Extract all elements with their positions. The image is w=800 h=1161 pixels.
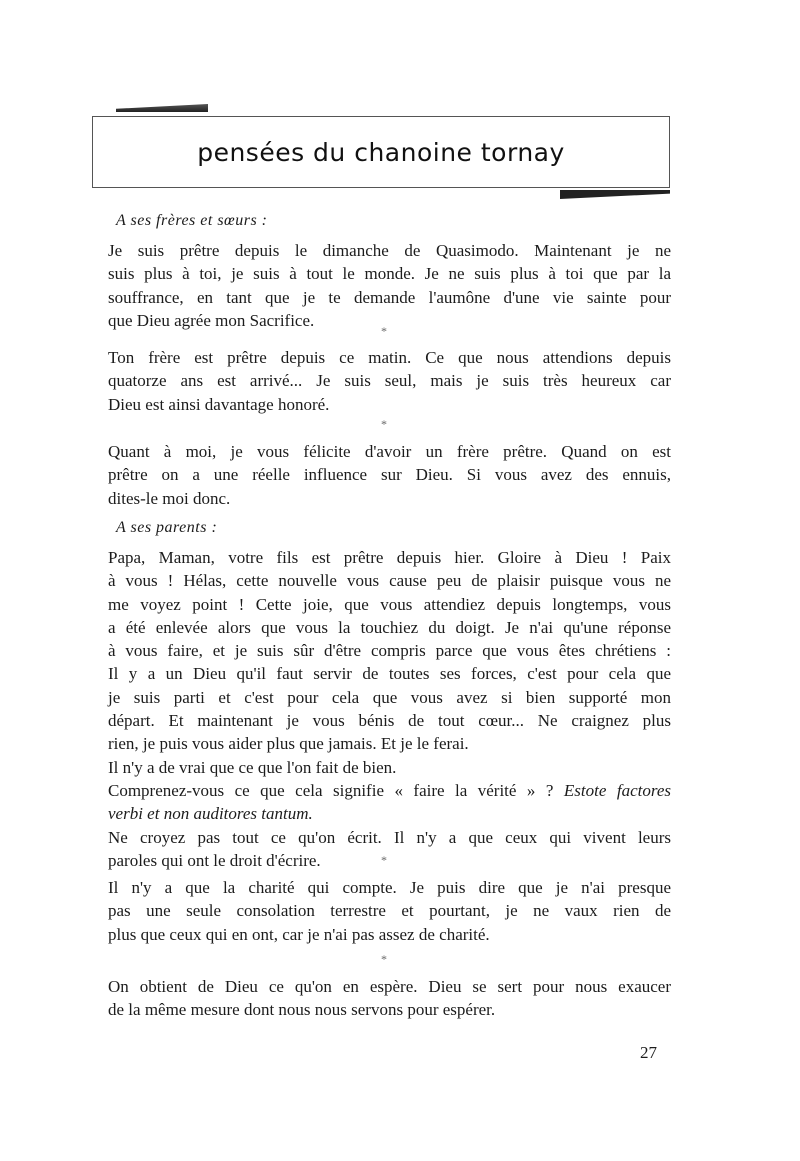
text-line: On obtient de Dieu ce qu'on en espère. Dieu se sert pour nous exaucer <box>108 977 671 996</box>
text-line: Ton frère est prêtre depuis ce matin. Ce que nous attendions depuis <box>108 348 671 367</box>
text-line: Il n'y a que la charité qui compte. Je puis dire que je n'ai presque <box>108 878 671 897</box>
section-heading-siblings: A ses frères et sœurs : <box>116 212 268 229</box>
separator-asterisk: * <box>381 324 387 338</box>
text-line: me voyez point ! Cette joie, que vous attendiez depuis longtemps, vous <box>108 594 671 614</box>
text-line: souffrance, en tant que je te demande l'aumône d'une vie sainte pour <box>108 287 671 307</box>
text-line <box>108 802 671 825</box>
text-line: Ne croyez pas tout ce qu'on écrit. Il n'y a que ceux qui vivent leurs <box>108 827 671 847</box>
decorative-bar-bottom <box>560 190 670 199</box>
text-line: rien, je puis vous aider plus que jamais. Et je le ferai. <box>108 734 469 754</box>
paragraph <box>108 975 671 1022</box>
text-line: plus que ceux qui en ont, car je n'ai pas assez de charité. <box>108 924 490 944</box>
separator-asterisk: * <box>381 853 387 867</box>
text-line: je suis parti et c'est pour cela que vous avez si bien supporté mon <box>108 687 671 707</box>
separator-asterisk: * <box>381 417 387 431</box>
text-line: Dieu est ainsi davantage honoré. <box>108 394 330 414</box>
text-line: à vous faire, et je suis sûr d'être compris parce que vous êtes chrétiens : <box>108 641 671 661</box>
text-line: Il n'y a de vrai que ce que l'on fait de bien. <box>108 757 397 777</box>
latin-quote: Estote factores <box>563 780 671 800</box>
paragraph <box>108 440 671 510</box>
text-line: Papa, Maman, votre fils est prêtre depuis hier. Gloire à Dieu ! Paix <box>108 548 671 567</box>
text-line: prêtre on a une réelle influence sur Dieu. Si vous avez des ennuis, <box>108 465 671 485</box>
section-heading-parents: A ses parents : <box>116 519 218 536</box>
paragraph <box>108 876 671 946</box>
paragraph <box>108 239 671 332</box>
text-line: quatorze ans est arrivé... Je suis seul, mais je suis très heureux car <box>108 371 671 391</box>
text-line: départ. Et maintenant je vous bénis de tout cœur... Ne craignez plus <box>108 711 671 731</box>
paragraph <box>108 546 671 872</box>
text-line: Quant à moi, je vous félicite d'avoir un frère prêtre. Quand on est <box>108 442 671 461</box>
decorative-bar-top <box>116 104 208 112</box>
text-line <box>108 779 671 802</box>
text-line: Je suis prêtre depuis le dimanche de Quasimodo. Maintenant je ne <box>108 241 671 260</box>
page-number: 27 <box>640 1043 657 1062</box>
text-line: pas une seule consolation terrestre et pourtant, je ne vaux rien de <box>108 901 671 921</box>
page-title: pensées du chanoine tornay <box>197 138 565 167</box>
text-fragment: Comprenez-vous ce que cela signifie « faire la vérité » ? <box>108 780 564 800</box>
paragraph <box>108 346 671 416</box>
text-line: a été enlevée alors que vous la touchiez du doigt. Je n'ai qu'une réponse <box>108 617 671 637</box>
text-line: Il y a un Dieu qu'il faut servir de toutes ses forces, c'est pour cela que <box>108 664 671 684</box>
text-line: dites-le moi donc. <box>108 488 231 508</box>
text-line: suis plus à toi, je suis à tout le monde. Je ne suis plus à toi que par la <box>108 264 671 284</box>
text-line: que Dieu agrée mon Sacrifice. <box>108 310 315 330</box>
latin-quote: verbi et non auditores tantum. <box>108 804 313 824</box>
text-line: de la même mesure dont nous nous servons pour espérer. <box>108 1000 496 1020</box>
text-line: paroles qui ont le droit d'écrire. <box>108 850 321 870</box>
separator-asterisk: * <box>381 952 387 966</box>
text-line: à vous ! Hélas, cette nouvelle vous cause peu de plaisir puisque vous ne <box>108 571 671 591</box>
